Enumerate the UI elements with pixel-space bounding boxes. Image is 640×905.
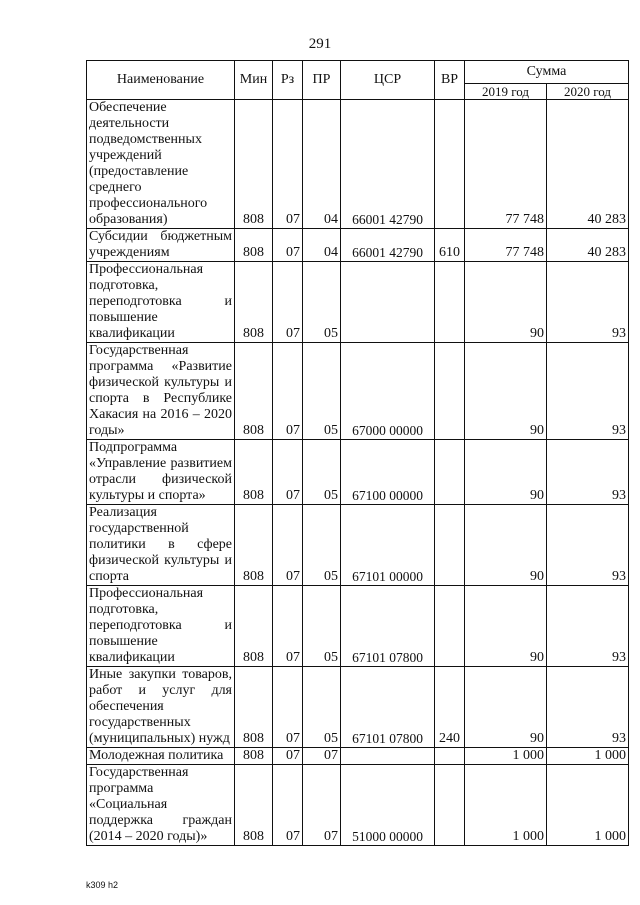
row-2020: 93 xyxy=(547,343,629,440)
row-name: Реализация государственной политики в сфере физической культуры и спорта xyxy=(87,505,235,586)
row-rz: 07 xyxy=(273,229,303,262)
row-csr xyxy=(341,748,435,765)
row-pr: 04 xyxy=(303,229,341,262)
header-pr: ПР xyxy=(303,61,341,100)
row-name: Профессиональная подготовка, переподготовка и повышение квалификации xyxy=(87,262,235,343)
row-min: 808 xyxy=(235,586,273,667)
table-row xyxy=(87,505,629,586)
row-pr: 07 xyxy=(303,748,341,765)
row-csr: 66001 42790 xyxy=(341,100,435,229)
row-name: Государственная программа «Социальная поддержка граждан (2014 – 2020 годы)» xyxy=(87,765,235,846)
row-pr: 04 xyxy=(303,100,341,229)
row-vr xyxy=(435,748,465,765)
row-2019: 90 xyxy=(465,586,547,667)
row-2020: 93 xyxy=(547,505,629,586)
row-min: 808 xyxy=(235,748,273,765)
row-vr xyxy=(435,586,465,667)
row-csr: 67100 00000 xyxy=(341,440,435,505)
row-rz: 07 xyxy=(273,100,303,229)
row-vr xyxy=(435,505,465,586)
row-name: Подпрограмма «Управление развитием отрасли физической культуры и спорта» xyxy=(87,440,235,505)
row-csr: 67101 07800 xyxy=(341,586,435,667)
row-vr xyxy=(435,100,465,229)
row-vr xyxy=(435,343,465,440)
header-csr: ЦСР xyxy=(341,61,435,100)
row-vr xyxy=(435,440,465,505)
row-rz: 07 xyxy=(273,765,303,846)
row-2019: 90 xyxy=(465,440,547,505)
row-rz: 07 xyxy=(273,505,303,586)
row-rz: 07 xyxy=(273,262,303,343)
row-csr: 66001 42790 xyxy=(341,229,435,262)
row-2020: 40 283 xyxy=(547,100,629,229)
row-2019: 1 000 xyxy=(465,765,547,846)
row-pr: 05 xyxy=(303,667,341,748)
header-vr: ВР xyxy=(435,61,465,100)
row-pr: 07 xyxy=(303,765,341,846)
table-row xyxy=(87,100,629,229)
row-2019: 90 xyxy=(465,667,547,748)
header-2019: 2019 год xyxy=(465,84,547,100)
row-name: Государственная программа «Развитие физической культуры и спорта в Республике Хакасия на 2016 – 2020 годы» xyxy=(87,343,235,440)
row-min: 808 xyxy=(235,100,273,229)
row-vr xyxy=(435,262,465,343)
footer-code: k309 h2 xyxy=(86,880,119,890)
row-min: 808 xyxy=(235,343,273,440)
table-row xyxy=(87,440,629,505)
header-min: Мин xyxy=(235,61,273,100)
row-2019: 77 748 xyxy=(465,100,547,229)
table-row xyxy=(87,343,629,440)
row-vr: 610 xyxy=(435,229,465,262)
budget-table xyxy=(86,60,629,846)
header-rz: Рз xyxy=(273,61,303,100)
row-2020: 93 xyxy=(547,262,629,343)
table-row xyxy=(87,586,629,667)
row-name: Иные закупки товаров, работ и услуг для обеспечения государственных (муниципальных) нужд xyxy=(87,667,235,748)
row-vr xyxy=(435,765,465,846)
row-rz: 07 xyxy=(273,343,303,440)
header-name: Наименование xyxy=(87,61,235,100)
table-row xyxy=(87,765,629,846)
page-number: 291 xyxy=(308,36,332,52)
row-2019: 77 748 xyxy=(465,229,547,262)
row-2020: 93 xyxy=(547,586,629,667)
row-csr: 67101 07800 xyxy=(341,667,435,748)
row-name: Обеспечение деятельности подведомственных учреждений (предоставление среднего профессионального образования) xyxy=(87,100,235,229)
table-row xyxy=(87,262,629,343)
table-row xyxy=(87,667,629,748)
row-rz: 07 xyxy=(273,667,303,748)
row-pr: 05 xyxy=(303,343,341,440)
row-min: 808 xyxy=(235,229,273,262)
row-csr: 67101 00000 xyxy=(341,505,435,586)
header-2020: 2020 год xyxy=(547,84,629,100)
row-min: 808 xyxy=(235,440,273,505)
row-csr: 67000 00000 xyxy=(341,343,435,440)
row-2020: 93 xyxy=(547,667,629,748)
row-min: 808 xyxy=(235,667,273,748)
table-row xyxy=(87,748,629,765)
row-min: 808 xyxy=(235,765,273,846)
row-2020: 93 xyxy=(547,440,629,505)
header-sum: Сумма xyxy=(465,61,629,84)
row-rz: 07 xyxy=(273,748,303,765)
row-2019: 90 xyxy=(465,343,547,440)
row-name: Молодежная политика xyxy=(87,748,235,765)
row-vr: 240 xyxy=(435,667,465,748)
row-2020: 40 283 xyxy=(547,229,629,262)
row-name: Субсидии бюджетным учреждениям xyxy=(87,229,235,262)
row-rz: 07 xyxy=(273,440,303,505)
row-min: 808 xyxy=(235,505,273,586)
row-pr: 05 xyxy=(303,586,341,667)
row-2019: 90 xyxy=(465,505,547,586)
row-2019: 1 000 xyxy=(465,748,547,765)
row-2020: 1 000 xyxy=(547,748,629,765)
row-name: Профессиональная подготовка, переподготовка и повышение квалификации xyxy=(87,586,235,667)
row-min: 808 xyxy=(235,262,273,343)
row-2019: 90 xyxy=(465,262,547,343)
table-row xyxy=(87,229,629,262)
row-pr: 05 xyxy=(303,262,341,343)
row-pr: 05 xyxy=(303,440,341,505)
row-pr: 05 xyxy=(303,505,341,586)
row-csr: 51000 00000 xyxy=(341,765,435,846)
row-2020: 1 000 xyxy=(547,765,629,846)
row-rz: 07 xyxy=(273,586,303,667)
row-csr xyxy=(341,262,435,343)
